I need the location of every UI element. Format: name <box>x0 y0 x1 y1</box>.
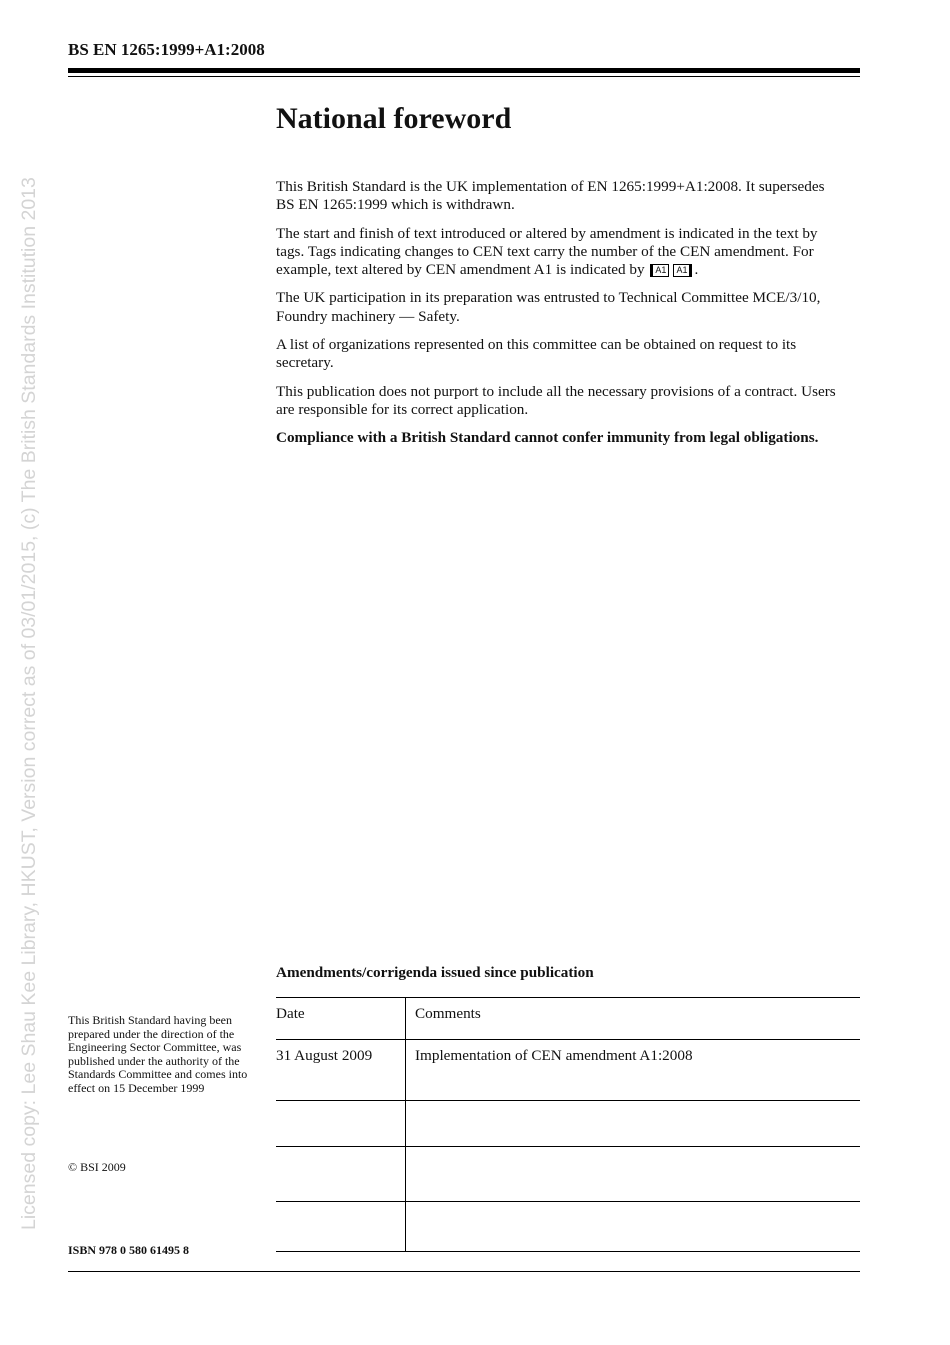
paragraph: This British Standard is the UK implementation of EN 1265:1999+A1:2008. It supersedes BS EN 1265:1999 which is withdrawn. <box>276 178 825 214</box>
license-watermark: Licensed copy: Lee Shau Kee Library, HKUST, Version correct as of 03/01/2015, (c) The British Standards Institution 2013 <box>18 177 40 1230</box>
paragraph-text: The start and finish of text introduced or altered by amendment is indicated in the text by tags. Tags indicating changes to CEN text carry the number of the CEN amendment. For example, text altered by CEN amendment A1 is indicated by <box>276 224 818 279</box>
amendments-table <box>276 997 860 1252</box>
table-row <box>276 1202 860 1252</box>
table-row <box>276 1101 860 1147</box>
amendment-start-tag-icon: A1 <box>650 264 669 277</box>
paragraph: This publication does not purport to include all the necessary provisions of a contract. Users are responsible for its correct application. <box>276 382 836 418</box>
date-cell: 31 August 2009 <box>276 1040 406 1101</box>
paragraph: The UK participation in its preparation was entrusted to Technical Committee MCE/3/10, Foundry machinery — Safety. <box>276 289 821 325</box>
paragraph: A list of organizations represented on this committee can be obtained on request to its secretary. <box>276 336 797 372</box>
page-title: National foreword <box>276 102 512 135</box>
comment-cell <box>406 1101 861 1147</box>
date-cell <box>276 1202 406 1252</box>
footer-rule <box>68 1271 860 1272</box>
amendments-heading: Amendments/corrigenda issued since publication <box>276 964 594 981</box>
amendment-end-tag-icon: A1 <box>673 264 692 277</box>
table-row <box>276 1147 860 1202</box>
comment-cell <box>406 1147 861 1202</box>
paragraph: The start and finish of text introduced or altered by amendment is indicated in the text by tags. Tags indicating changes to CEN text carry the number of the CEN amendment. For example, text altered by CEN amendment A1 is indicated by A1 A1 . <box>276 224 818 279</box>
publication-note: This British Standard having been prepared under the direction of the Engineering Sector Committee, was published under the authority of the Standards Committee and comes into effect on 15 December 1999 <box>68 1013 248 1095</box>
header-rule-thin <box>68 76 860 77</box>
date-cell <box>276 1101 406 1147</box>
isbn: ISBN 978 0 580 61495 8 <box>68 1243 190 1257</box>
column-header-comments: Comments <box>406 998 861 1040</box>
comment-cell <box>406 1202 861 1252</box>
header-rule-thick <box>68 68 860 73</box>
table-header-row <box>276 998 860 1040</box>
foreword-body <box>276 178 836 458</box>
column-header-date: Date <box>276 998 406 1040</box>
comment-cell: Implementation of CEN amendment A1:2008 <box>406 1040 861 1101</box>
document-id-header: BS EN 1265:1999+A1:2008 <box>68 40 265 59</box>
compliance-statement: Compliance with a British Standard cannot confer immunity from legal obligations. <box>276 429 819 447</box>
date-cell <box>276 1147 406 1202</box>
copyright: © BSI 2009 <box>68 1160 126 1174</box>
table-row <box>276 1040 860 1101</box>
